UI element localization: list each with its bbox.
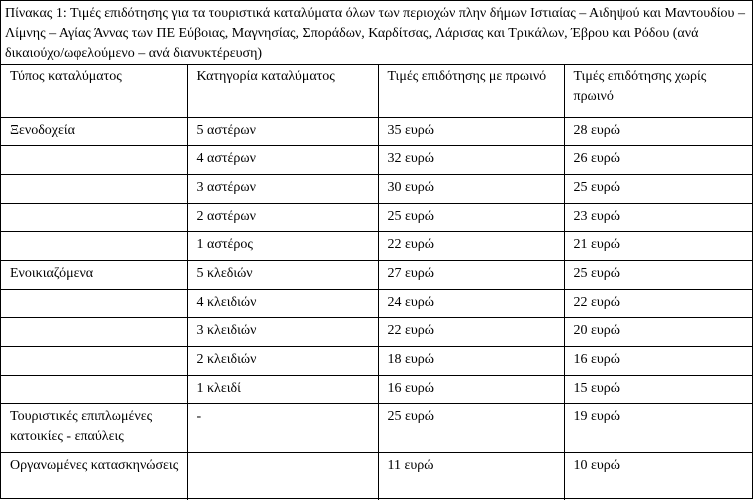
cell-category: 3 κλειδιών	[187, 318, 378, 347]
cell-category: -	[187, 404, 378, 453]
table-row	[1, 453, 752, 500]
cell-without-breakfast: 16 ευρώ	[564, 347, 752, 376]
cell-type	[1, 146, 187, 175]
header-cell-price-without-breakfast: Τιμές επιδότησης χωρίς πρωινό	[564, 65, 752, 117]
cell-without-breakfast: 15 ευρώ	[564, 375, 752, 404]
cell-category: 1 αστέρος	[187, 232, 378, 261]
cell-without-breakfast: 20 ευρώ	[564, 318, 752, 347]
table-row	[1, 404, 752, 453]
cell-type	[1, 289, 187, 318]
cell-category: 2 αστέρων	[187, 203, 378, 232]
table-row	[1, 174, 752, 203]
cell-type: Ενοικιαζόμενα	[1, 260, 187, 289]
table-header-row	[1, 65, 752, 117]
cell-type	[1, 318, 187, 347]
subsidy-table	[1, 65, 752, 500]
cell-category: 1 κλειδί	[187, 375, 378, 404]
cell-without-breakfast: 23 ευρώ	[564, 203, 752, 232]
cell-with-breakfast: 25 ευρώ	[378, 404, 564, 453]
cell-category: 5 αστέρων	[187, 117, 378, 146]
cell-category: 4 κλειδιών	[187, 289, 378, 318]
cell-with-breakfast: 11 ευρώ	[378, 453, 564, 500]
cell-without-breakfast: 28 ευρώ	[564, 117, 752, 146]
table-row	[1, 203, 752, 232]
table-row	[1, 318, 752, 347]
cell-category: 3 αστέρων	[187, 174, 378, 203]
cell-category	[187, 453, 378, 500]
table-row	[1, 117, 752, 146]
cell-type	[1, 232, 187, 261]
cell-with-breakfast: 35 ευρώ	[378, 117, 564, 146]
cell-with-breakfast: 24 ευρώ	[378, 289, 564, 318]
cell-with-breakfast: 16 ευρώ	[378, 375, 564, 404]
cell-without-breakfast: 26 ευρώ	[564, 146, 752, 175]
cell-without-breakfast: 25 ευρώ	[564, 174, 752, 203]
cell-without-breakfast: 25 ευρώ	[564, 260, 752, 289]
header-cell-accommodation-category: Κατηγορία καταλύματος	[187, 65, 378, 117]
cell-category: 2 κλειδιών	[187, 347, 378, 376]
table-caption: Πίνακας 1: Τιμές επιδότησης για τα τουριστικά καταλύματα όλων των περιοχών πλην δήμων Ιστιαίας – Αιδηψού και Μαντουδίου – Λίμνης – Αγίας Άννας των ΠΕ Εύβοιας, Μαγνησίας, Σποράδων, Καρδίτσας, Λάρισας και Τρικάλων, Έβρου και Ρόδου (ανά δικαιούχο/ωφελούμενο – ανά διανυκτέρευση)	[1, 1, 752, 65]
cell-type: Τουριστικές επιπλωμένες κατοικίες - επαύλεις	[1, 404, 187, 453]
cell-category: 4 αστέρων	[187, 146, 378, 175]
cell-with-breakfast: 22 ευρώ	[378, 232, 564, 261]
cell-with-breakfast: 32 ευρώ	[378, 146, 564, 175]
cell-category: 5 κλεδιών	[187, 260, 378, 289]
cell-type	[1, 375, 187, 404]
table-row	[1, 260, 752, 289]
cell-type	[1, 203, 187, 232]
table-row	[1, 375, 752, 404]
header-cell-price-with-breakfast: Τιμές επιδότησης με πρωινό	[378, 65, 564, 117]
table-row	[1, 347, 752, 376]
cell-without-breakfast: 10 ευρώ	[564, 453, 752, 500]
cell-with-breakfast: 22 ευρώ	[378, 318, 564, 347]
cell-with-breakfast: 30 ευρώ	[378, 174, 564, 203]
cell-type: Οργανωμένες κατασκηνώσεις	[1, 453, 187, 500]
cell-without-breakfast: 19 ευρώ	[564, 404, 752, 453]
cell-type	[1, 174, 187, 203]
cell-without-breakfast: 21 ευρώ	[564, 232, 752, 261]
cell-with-breakfast: 25 ευρώ	[378, 203, 564, 232]
cell-without-breakfast: 22 ευρώ	[564, 289, 752, 318]
header-cell-accommodation-type: Τύπος καταλύματος	[1, 65, 187, 117]
cell-with-breakfast: 18 ευρώ	[378, 347, 564, 376]
table-row	[1, 232, 752, 261]
cell-type: Ξενοδοχεία	[1, 117, 187, 146]
cell-with-breakfast: 27 ευρώ	[378, 260, 564, 289]
cell-type	[1, 347, 187, 376]
table-row	[1, 289, 752, 318]
table-row	[1, 146, 752, 175]
